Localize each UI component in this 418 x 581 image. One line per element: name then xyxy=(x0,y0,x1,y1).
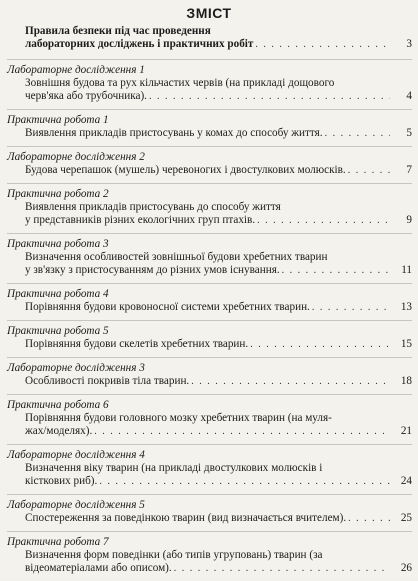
page-number: 21 xyxy=(400,425,412,437)
page-number: 24 xyxy=(400,475,412,487)
toc-entry-body xyxy=(7,462,412,488)
toc-entry-text: лабораторних досліджень і практичних робіт xyxy=(25,38,254,50)
toc-entry-body xyxy=(7,251,412,277)
toc-entry xyxy=(7,59,412,103)
dot-leader xyxy=(99,475,390,488)
toc-entry xyxy=(7,25,412,51)
dot-leader xyxy=(325,127,390,140)
toc-entry-heading: Практична робота 7 xyxy=(7,536,109,548)
toc-entry-text: Порівняння будови кровоносної системи хребетних тварин. xyxy=(25,301,310,313)
dot-leader xyxy=(174,562,390,575)
toc-entry xyxy=(7,146,412,177)
toc-entry-body xyxy=(7,375,412,388)
page-number: 9 xyxy=(406,214,412,226)
table-of-contents xyxy=(7,25,412,581)
entry-divider xyxy=(7,233,412,234)
toc-entry-text: Правила безпеки під час проведення xyxy=(25,25,211,37)
page-number: 5 xyxy=(406,127,412,139)
toc-entry xyxy=(7,233,412,277)
entry-divider xyxy=(7,357,412,358)
toc-entry-body xyxy=(7,164,412,177)
toc-entry-text: жах/моделях). xyxy=(25,425,93,437)
toc-entry-body xyxy=(7,77,412,103)
toc-entry-text: Зовнішня будова та рух кільчастих червів (на прикладі дощового xyxy=(25,77,335,89)
toc-entry-body xyxy=(7,412,412,438)
page-number: 15 xyxy=(400,338,412,350)
toc-entry xyxy=(7,394,412,438)
toc-entry-heading: Практична робота 1 xyxy=(7,114,109,126)
toc-entry-body xyxy=(7,25,412,51)
toc-entry-text: Будова черепашок (мушель) черевоногих і двостулкових молюсків. xyxy=(25,164,346,176)
entry-divider xyxy=(7,394,412,395)
toc-entry-heading: Лабораторне дослідження 5 xyxy=(7,499,145,511)
toc-entry-text: відеоматеріалами або описом). xyxy=(25,562,172,574)
toc-entry-text: у зв'язку з пристосуванням до різних умов існування. xyxy=(25,264,280,276)
toc-entry-heading: Практична робота 3 xyxy=(7,238,109,250)
entry-divider xyxy=(7,444,412,445)
toc-entry xyxy=(7,444,412,488)
page-number: 18 xyxy=(400,375,412,387)
dot-leader xyxy=(255,38,390,51)
dot-leader xyxy=(312,301,390,314)
entry-divider xyxy=(7,109,412,110)
toc-entry-body xyxy=(7,127,412,140)
entry-divider xyxy=(7,531,412,532)
page-number: 26 xyxy=(400,562,412,574)
toc-entry-heading: Лабораторне дослідження 1 xyxy=(7,64,145,76)
toc-entry-body xyxy=(7,201,412,227)
entry-divider xyxy=(7,283,412,284)
toc-entry-text: у представників різних екологічних груп птахів. xyxy=(25,214,256,226)
toc-entry xyxy=(7,531,412,575)
toc-entry-heading: Практична робота 5 xyxy=(7,325,109,337)
dot-leader xyxy=(149,90,390,103)
toc-entry-body xyxy=(7,549,412,575)
toc-entry-text: кісткових риб). xyxy=(25,475,98,487)
toc-entry-text: Визначення віку тварин (на прикладі двостулкових молюсків і xyxy=(25,462,323,474)
toc-entry xyxy=(7,357,412,388)
dot-leader xyxy=(257,214,390,227)
toc-entry-heading: Лабораторне дослідження 4 xyxy=(7,449,145,461)
page-number: 25 xyxy=(400,512,412,524)
dot-leader xyxy=(250,338,390,351)
toc-entry-text: Визначення особливостей зовнішньої будови хребетних тварин xyxy=(25,251,328,263)
toc-entry-text: Визначення форм поведінки (або типів угруповань) тварин (за xyxy=(25,549,323,561)
entry-divider xyxy=(7,183,412,184)
page-title: ЗМІСТ xyxy=(186,5,232,21)
page-number: 7 xyxy=(406,164,412,176)
page-number: 11 xyxy=(401,264,412,276)
toc-entry-heading: Практична робота 4 xyxy=(7,288,109,300)
toc-entry-heading: Лабораторне дослідження 2 xyxy=(7,151,145,163)
dot-leader xyxy=(348,512,390,525)
toc-entry-text: Виявлення прикладів пристосувань до способу життя xyxy=(25,201,281,213)
toc-entry-text: Виявлення прикладів пристосувань у комах до способу життя. xyxy=(25,127,323,139)
toc-entry-heading: Лабораторне дослідження 3 xyxy=(7,362,145,374)
dot-leader xyxy=(94,425,390,438)
toc-entry xyxy=(7,183,412,227)
toc-entry-text: Спостереження за поведінкою тварин (вид визначається вчителем). xyxy=(25,512,347,524)
toc-entry xyxy=(7,320,412,351)
page-number: 13 xyxy=(400,301,412,313)
toc-entry xyxy=(7,494,412,525)
toc-entry-body xyxy=(7,512,412,525)
entry-divider xyxy=(7,59,412,60)
toc-entry-text: Особливості покривів тіла тварин. xyxy=(25,375,190,387)
toc-entry-body xyxy=(7,301,412,314)
toc-entry-heading: Практична робота 6 xyxy=(7,399,109,411)
entry-divider xyxy=(7,146,412,147)
toc-entry-body xyxy=(7,338,412,351)
toc-entry xyxy=(7,283,412,314)
page-number: 4 xyxy=(406,90,412,102)
dot-leader xyxy=(191,375,390,388)
entry-divider xyxy=(7,494,412,495)
page-number: 3 xyxy=(406,38,412,50)
toc-entry xyxy=(7,109,412,140)
toc-entry-text: черв'яка або трубочника). xyxy=(25,90,147,102)
toc-entry-text: Порівняння будови головного мозку хребетних тварин (на муля- xyxy=(25,412,332,424)
dot-leader xyxy=(348,164,390,177)
toc-entry-heading: Практична робота 2 xyxy=(7,188,109,200)
dot-leader xyxy=(282,264,390,277)
entry-divider xyxy=(7,320,412,321)
toc-entry-text: Порівняння будови скелетів хребетних тварин. xyxy=(25,338,249,350)
